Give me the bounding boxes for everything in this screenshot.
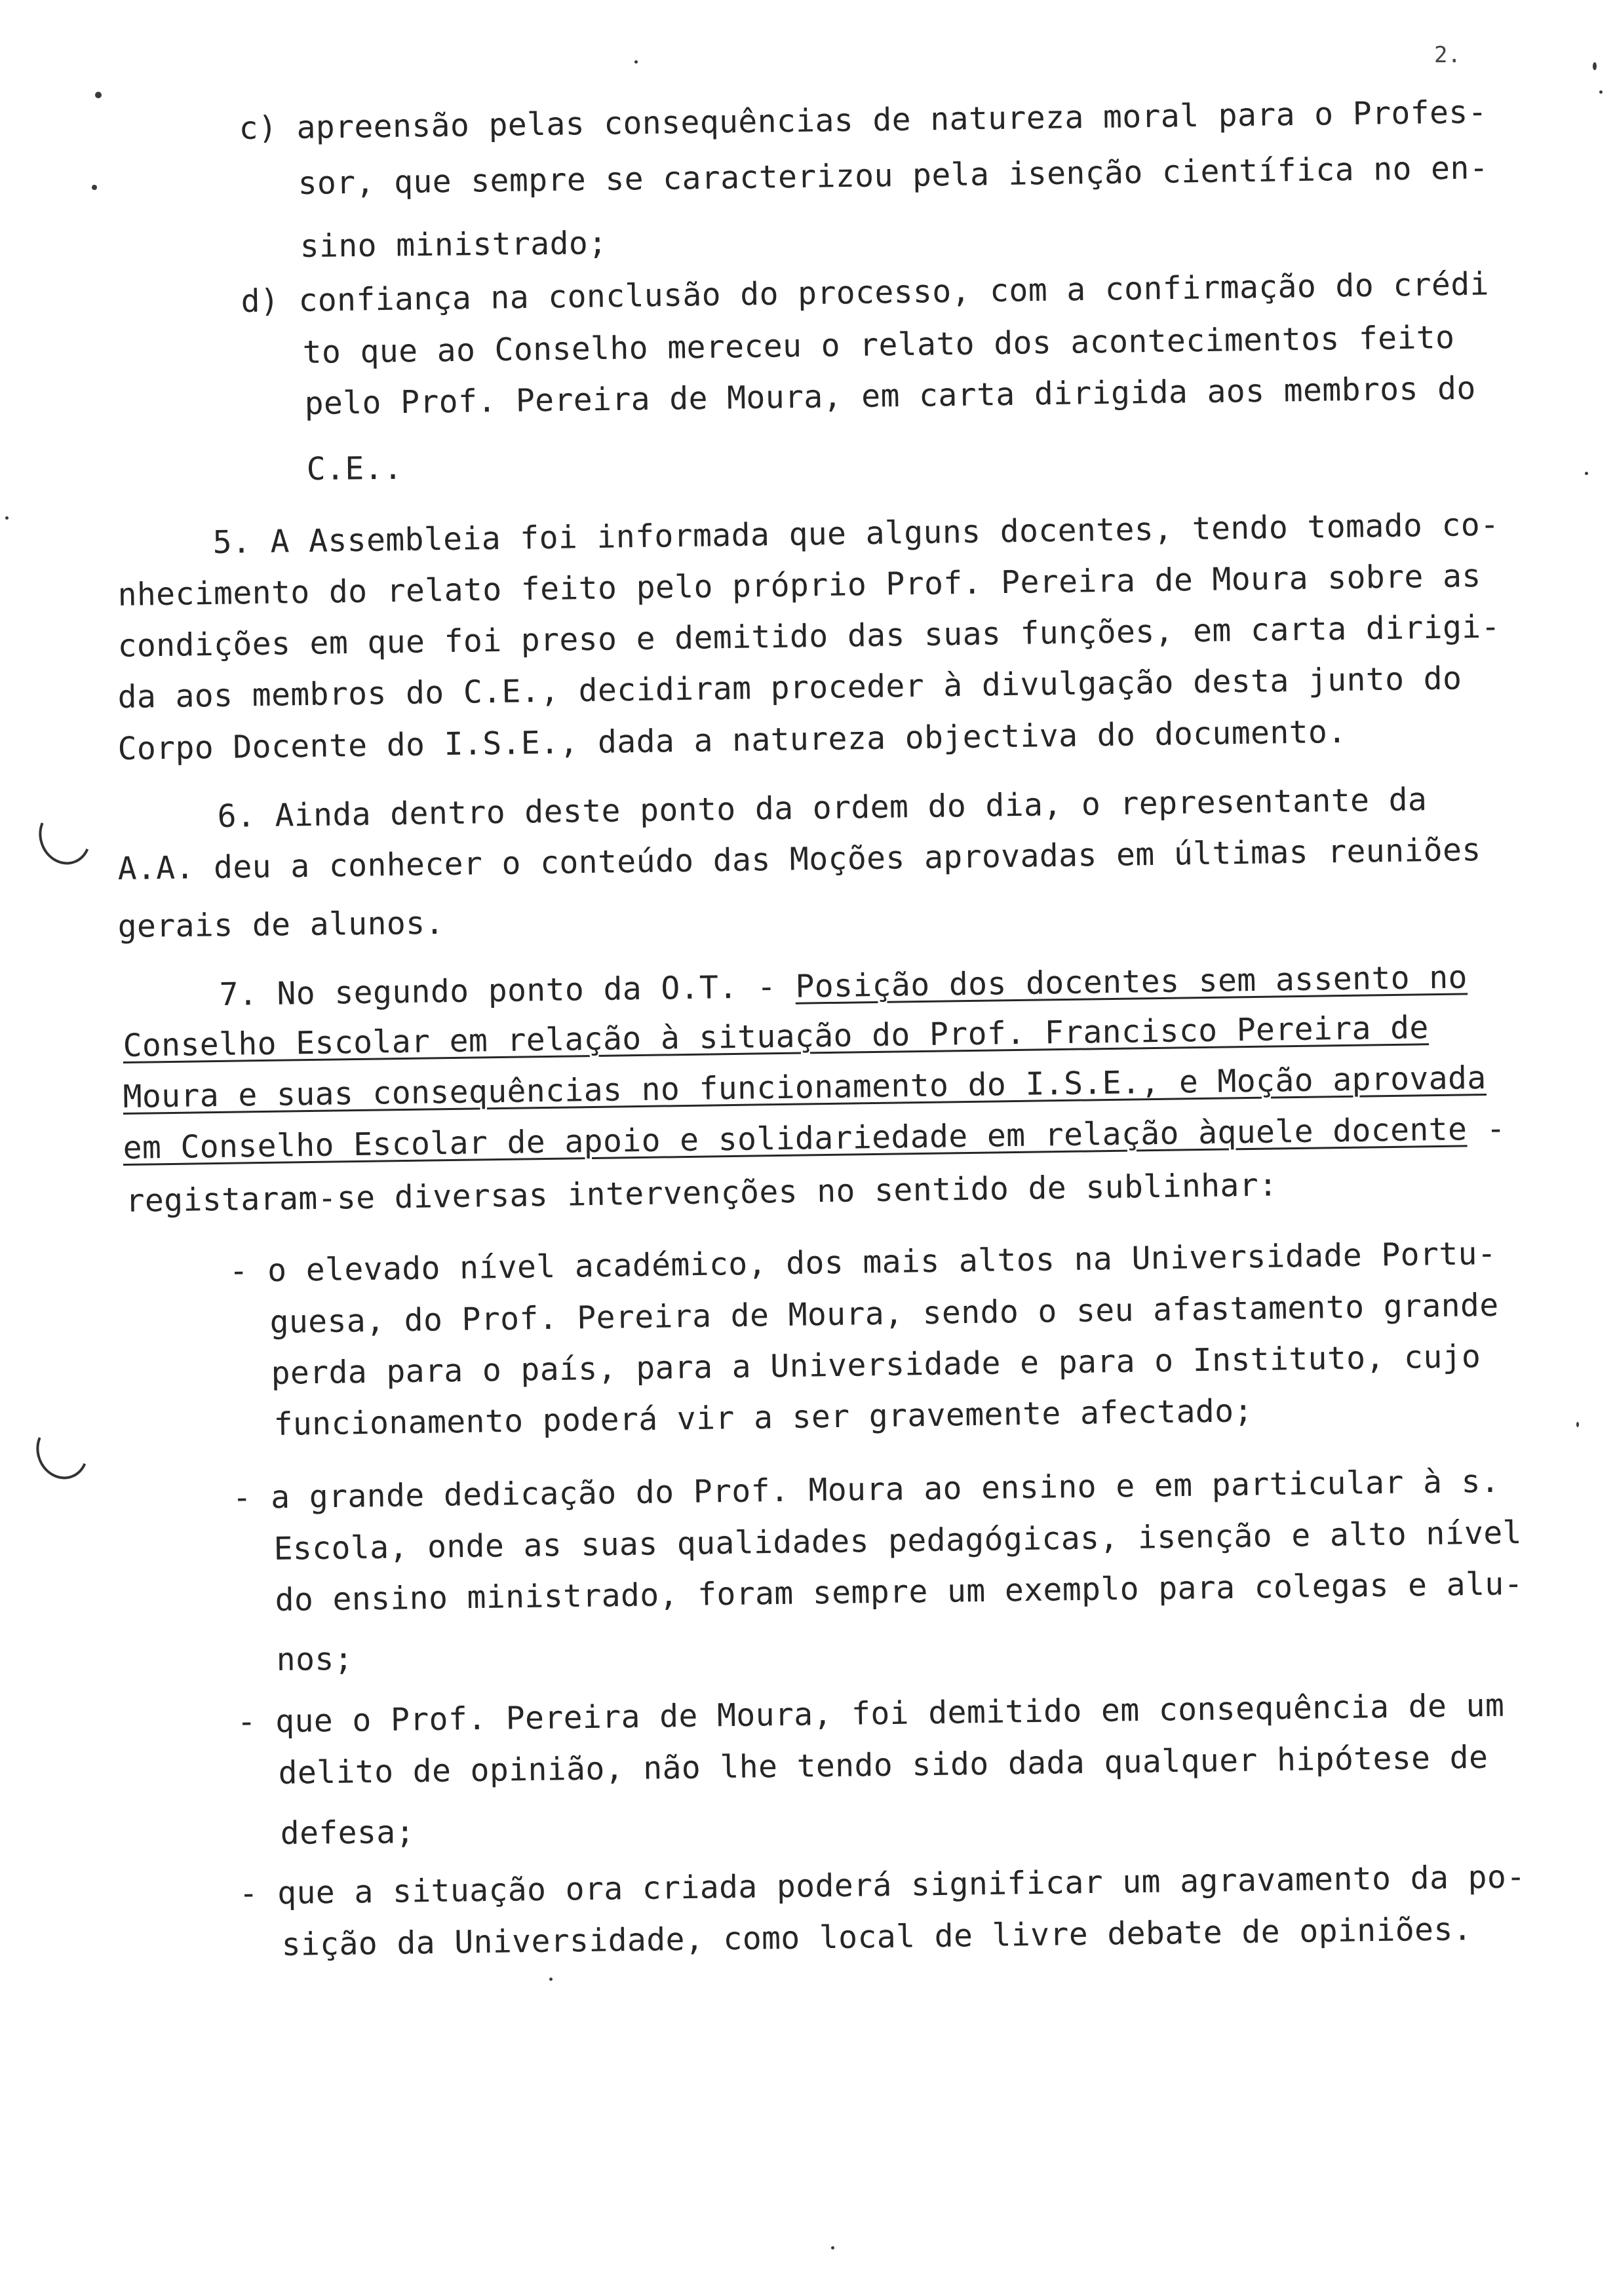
agenda-title-underlined: Posição dos docentes sem assento no (795, 959, 1468, 1005)
text-line: nhecimento do relato feito pelo próprio Prof. Pereira de Moura sobre as (117, 557, 1482, 613)
dash: - (1466, 1110, 1506, 1148)
text-line: 6. Ainda dentro deste ponto da ordem do dia, o representante da (217, 781, 1428, 835)
scan-speck (1593, 62, 1597, 70)
text-line: registaram-se diversas intervenções no sentido de sublinhar: (125, 1166, 1278, 1219)
text-line: delito de opinião, não lhe tendo sido dada qualquer hipótese de (278, 1738, 1489, 1791)
text-line: to que ao Conselho mereceu o relato dos acontecimentos feito (302, 318, 1455, 371)
paragraph-7-lead: 7. No segundo ponto da O.T. - (219, 968, 796, 1013)
text-line (123, 1111, 1506, 1166)
scan-speck (95, 92, 102, 98)
text-line: do ensino ministrado, foram sempre um exemplo para colegas e alu- (275, 1565, 1524, 1618)
scan-speck (5, 516, 9, 520)
text-line: A.A. deu a conhecer o conteúdo das Moções aprovadas em últimas reuniões (117, 831, 1482, 887)
list-item: - que o Prof. Pereira de Moura, foi demitido em consequência de um (237, 1687, 1505, 1740)
punch-hole-mark (31, 800, 98, 871)
scan-speck (634, 60, 638, 64)
text-line (219, 959, 1468, 1013)
punch-hole-mark (28, 1415, 96, 1486)
agenda-title-underlined: em Conselho Escolar de apoio e solidariedade em relação àquele docente (123, 1111, 1468, 1166)
scan-speck (1576, 1422, 1579, 1427)
text-line: Corpo Docente do I.S.E., dada a natureza objectiva do documento. (117, 713, 1347, 767)
text-line: funcionamento poderá vir a ser gravemente afectado; (273, 1392, 1254, 1443)
text-line: d) confiança na conclusão do processo, com a confirmação do crédi (241, 265, 1490, 320)
text-line: sino ministrado; (300, 225, 608, 265)
scan-speck (1599, 90, 1603, 94)
scan-speck (92, 185, 97, 190)
text-line: Escola, onde as suas qualidades pedagógicas, isenção e alto nível (273, 1514, 1523, 1567)
agenda-title-underlined: Conselho Escolar em relação à situação do Prof. Francisco Pereira de (123, 1009, 1430, 1064)
text-line: pelo Prof. Pereira de Moura, em carta dirigida aos membros do (304, 370, 1477, 422)
list-item: - a grande dedicação do Prof. Moura ao ensino e em particular à s. (232, 1463, 1500, 1516)
text-line: sição da Universidade, como local de livre debate de opiniões. (281, 1911, 1473, 1963)
agenda-title-underlined: Moura e suas consequências no funcionamento do I.S.E., e Moção aprovada (123, 1059, 1487, 1115)
text-line: defesa; (280, 1814, 416, 1852)
text-line: 5. A Assembleia foi informada que alguns docentes, tendo tomado co- (212, 506, 1500, 561)
text-line: sor, que sempre se caracterizou pela isenção científica no en- (298, 149, 1489, 202)
text-line: gerais de alunos. (117, 904, 445, 945)
text-line: C.E.. (306, 450, 403, 488)
text-line: guesa, do Prof. Pereira de Moura, sendo o seu afastamento grande (269, 1286, 1499, 1341)
text-line: da aos membros do C.E., decidiram proceder à divulgação desta junto do (117, 660, 1462, 716)
text-line: c) apreensão pelas consequências de natureza moral para o Profes- (239, 94, 1488, 147)
list-item: - que a situação ora criada poderá significar um agravamento da po- (239, 1858, 1526, 1912)
scan-speck (549, 1978, 553, 1981)
list-item: - o elevado nível académico, dos mais altos na Universidade Portu- (229, 1235, 1497, 1290)
page-number: 2. (1434, 42, 1461, 68)
text-line: condições em que foi preso e demitido das suas funções, em carta dirigi- (117, 608, 1501, 664)
text-line: nos; (276, 1640, 354, 1678)
text-line: perda para o país, para a Universidade e para o Instituto, cujo (271, 1338, 1481, 1392)
scan-speck (831, 2246, 834, 2249)
scan-speck (1585, 472, 1588, 475)
